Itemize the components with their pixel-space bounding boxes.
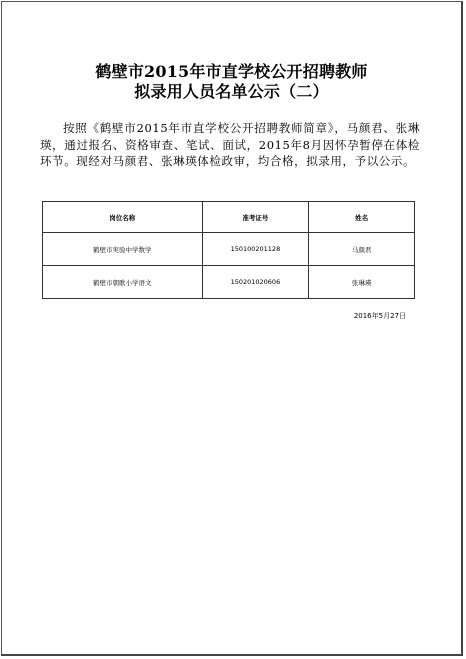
table-header-row xyxy=(43,202,415,233)
header-position: 岗位名称 xyxy=(43,202,203,233)
announcement-paragraph: 按照《鹤壁市2015年市直学校公开招聘教师简章》，马颜君、张琳瑛，通过报名、资格审查、笔试、面试，2015年8月因怀孕暂停在体检环节。现经对马颜君、张琳瑛体检政审，均合格，拟录用，予以公示。 xyxy=(40,121,420,168)
header-exam-number: 准考证号 xyxy=(202,202,309,233)
publish-date: 2016年5月27日 xyxy=(353,312,406,320)
cell-exam-number: 150201020606 xyxy=(202,266,309,299)
cell-exam-number: 150100201128 xyxy=(202,233,309,266)
table-row xyxy=(43,233,415,266)
cell-position: 鹤壁市実验中学数学 xyxy=(43,233,203,266)
hiring-roster-table xyxy=(42,201,415,299)
table-row xyxy=(43,266,415,299)
cell-name: 张琳瑛 xyxy=(309,266,415,299)
header-name: 姓名 xyxy=(309,202,415,233)
document-page xyxy=(1,1,463,656)
cell-position: 鹤壁市朝歌小学语文 xyxy=(43,266,203,299)
page-title: 鹤壁市2015年市直学校公开招聘教师 xyxy=(95,62,368,81)
cell-name: 马颜君 xyxy=(309,233,415,266)
page-subtitle: 拟录用人员名单公示（二） xyxy=(134,82,329,101)
